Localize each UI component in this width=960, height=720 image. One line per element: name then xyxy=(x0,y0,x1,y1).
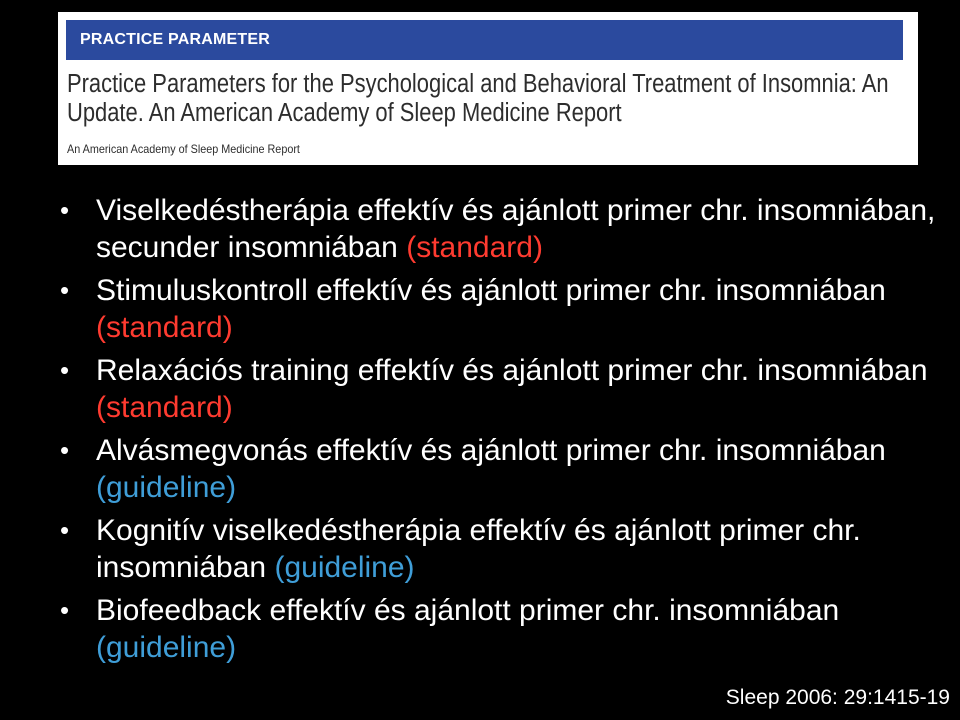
recommendation-list xyxy=(60,192,940,672)
practice-parameter-banner: PRACTICE PARAMETER xyxy=(66,20,903,60)
evidence-level-tag: (guideline) xyxy=(274,551,415,584)
evidence-level-tag: (guideline) xyxy=(96,471,237,504)
evidence-level-tag: (standard) xyxy=(96,391,233,424)
article-header-image xyxy=(58,12,918,165)
list-item xyxy=(60,352,940,426)
list-item xyxy=(60,272,940,346)
recommendation-text: Stimuluskontroll effektív és ajánlott primer chr. insomniában xyxy=(96,274,886,307)
recommendation-text: Viselkedéstherápia effektív és ajánlott primer chr. insomniában, secunder insomniában xyxy=(96,194,936,264)
recommendation-text: Alvásmegvonás effektív és ajánlott primer chr. insomniában xyxy=(96,434,886,467)
bullet-icon: • xyxy=(60,435,70,465)
list-item xyxy=(60,192,940,266)
evidence-level-tag: (standard) xyxy=(96,311,233,344)
article-title: Practice Parameters for the Psychological and Behavioral Treatment of Insomnia: An Update. An American Academy of Sleep Medicine Report xyxy=(67,70,889,127)
recommendation-text: Biofeedback effektív és ajánlott primer chr. insomniában xyxy=(96,594,840,627)
bullet-icon: • xyxy=(60,515,70,545)
article-author: An American Academy of Sleep Medicine Report xyxy=(67,142,300,156)
list-item xyxy=(60,592,940,666)
bullet-icon: • xyxy=(60,355,70,385)
bullet-icon: • xyxy=(60,275,70,305)
evidence-level-tag: (guideline) xyxy=(96,631,237,664)
citation: Sleep 2006: 29:1415-19 xyxy=(725,686,950,709)
bullet-icon: • xyxy=(60,595,70,625)
bullet-icon: • xyxy=(60,195,70,225)
recommendation-text: Relaxációs training effektív és ajánlott primer chr. insomniában xyxy=(96,354,928,387)
evidence-level-tag: (standard) xyxy=(406,231,543,264)
recommendation-text: Kognitív viselkedéstherápia effektív és ajánlott primer chr. insomniában xyxy=(96,514,861,584)
list-item xyxy=(60,432,940,506)
list-item xyxy=(60,512,940,586)
